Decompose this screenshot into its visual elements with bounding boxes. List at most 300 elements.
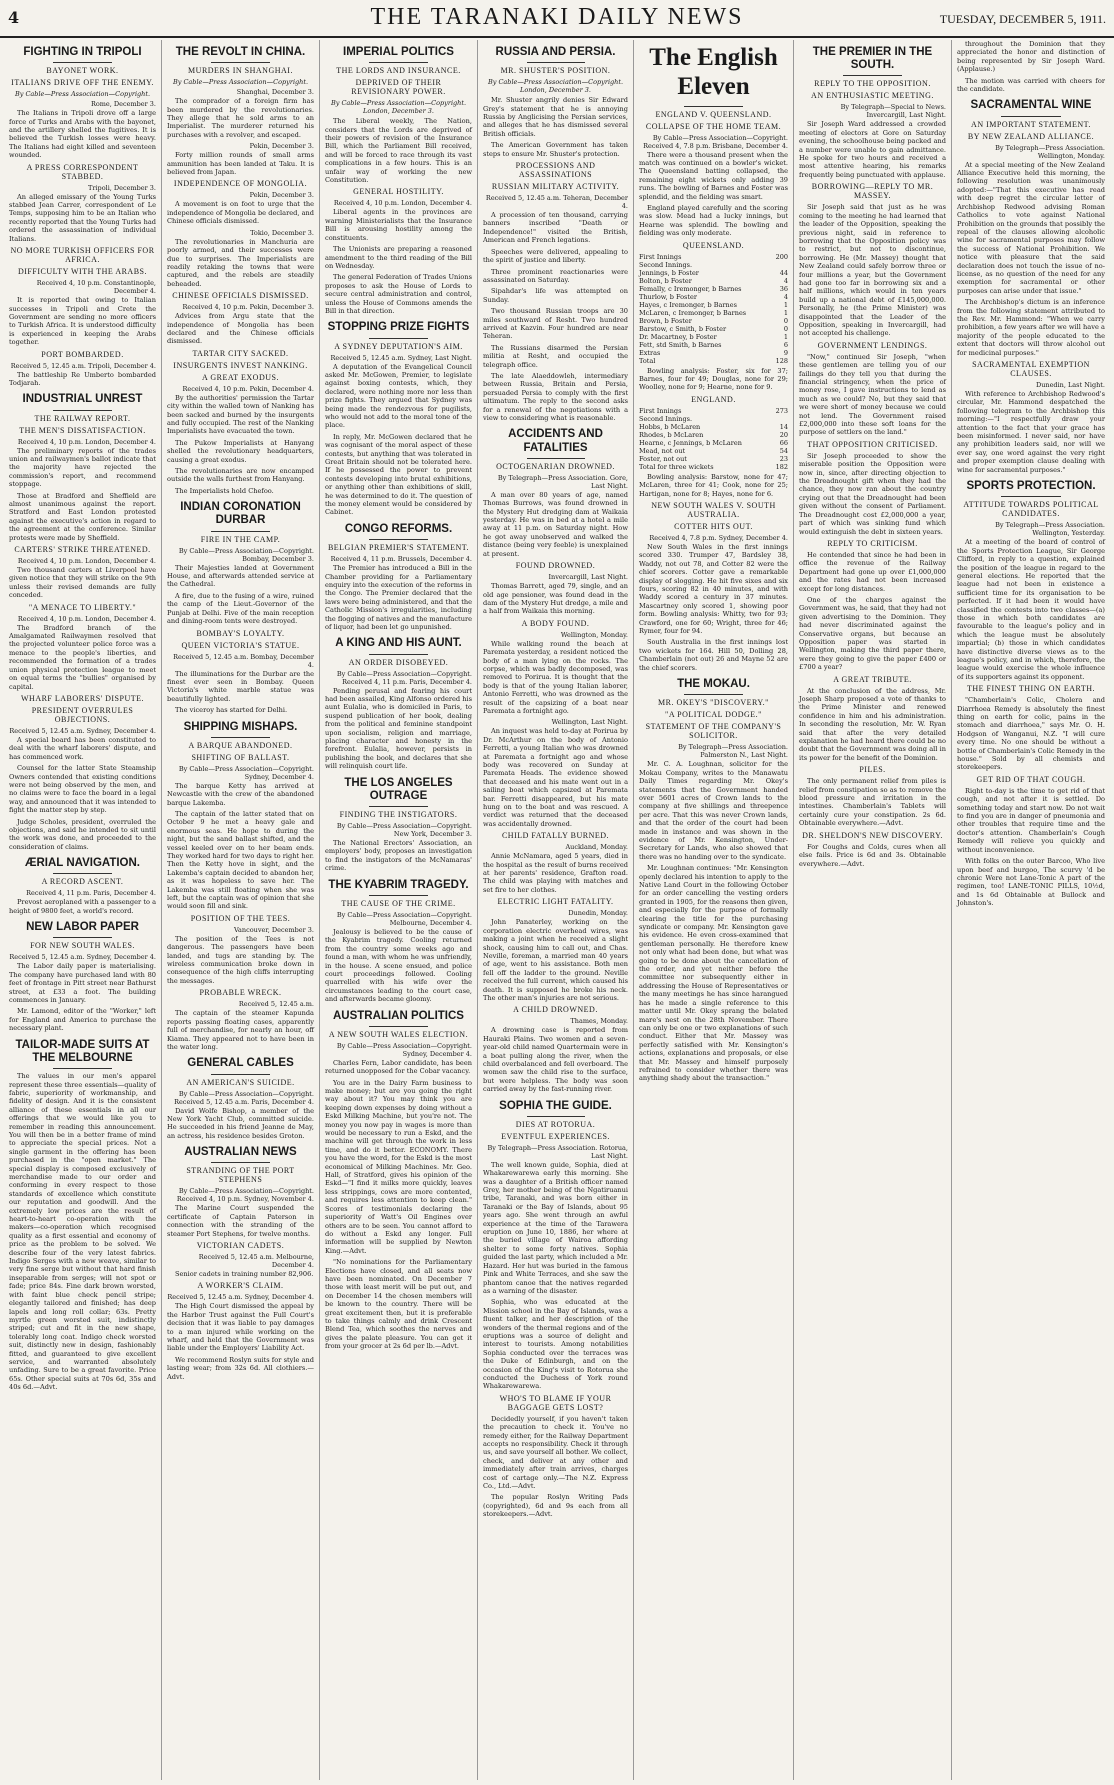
subheading: BORROWING—REPLY TO MR. MASSEY. <box>811 182 934 201</box>
article-paragraph: The preliminary reports of the trades union and railwaymen's ballot indicate that the majority have rejected the commission's report, and recommend stoppage. <box>9 446 156 489</box>
article-paragraph: The High Court dismissed the appeal by the Harbor Trust against the Full Court's decision that it was liable to pay damages to a man injured while working on the wharf, and held that the Government was liable under the Employers' Liability Act. <box>167 1302 314 1353</box>
score-row <box>639 277 788 285</box>
subheading: DEPRIVED OF THEIR REVISIONARY POWER. <box>351 78 446 97</box>
subheading: STRANDING OF THE PORT STEPHENS <box>186 1166 295 1185</box>
article-paragraph: The captain of the latter stated that on October 9 he met a heavy gale and enormous seas. He hope to during the night, but the sand ballast shifted, and the vessel keeled over on to her beam ends. They worked hard for two days to right her. Then the Ketty hove in sight, and the Lakemba's captain decided to abandon her, as it was hopeless to save her. The Lakemba was still floating when she was left, but the captain was of opinion that she would soon fill and sink. <box>167 809 314 911</box>
score-value: 66 <box>779 438 788 447</box>
score-row <box>639 325 788 333</box>
subheading: AN ORDER DISOBEYED. <box>348 657 449 667</box>
dateline: Received 4, 11 p.m. Paris, December 4. <box>26 889 156 898</box>
subheading: NEW SOUTH WALES V. SOUTH AUSTRALIA. <box>651 501 776 519</box>
headline: ÆRIAL NAVIGATION. <box>25 857 140 870</box>
dateline: Auckland, Monday. <box>565 843 628 852</box>
subheading: AN ENTHUSIASTIC MEETING. <box>811 91 934 101</box>
score-label: Hobbs, b McLaren <box>639 422 701 431</box>
article-paragraph: By the authorities' permission the Tartar city within the walled town of Nanking has been sacked and burned by the insurgents and fully occupied. The rest of the Nanking Imperialists have evacuated the town. <box>167 393 314 436</box>
dateline: By Cable—Press Association—Copyright. Melbourne, December 4. <box>336 910 472 927</box>
score-row <box>639 415 788 423</box>
score-value: 1 <box>783 332 788 341</box>
dateline: Received 5, 12.45 a.m. Sydney, Last Night. <box>330 353 472 362</box>
article-paragraph: The comprador of a foreign firm has been murdered by the revolutionaries. They allege that he sold arms to an Imperialist. The murderer returned his purchases with a revolver, and escaped. <box>167 97 314 139</box>
headline: NEW LABOR PAPER <box>26 921 139 934</box>
divider <box>211 737 270 738</box>
score-label: Brown, b Foster <box>639 316 692 325</box>
article-paragraph: Pending perusal and fearing his court had been assailed, King Alfonso ordered his aunt Eulalia, who is domiciled in Paris, to suspend publication of her book, dealing from the political and feminine standpoint upon socialism, religion and marriage, placing character and honesty in the forefront. Eulalia, however, persists in publishing the book, and declares that she will relinquish court life. <box>325 686 472 771</box>
headline: A KING AND HIS AUNT. <box>335 637 462 650</box>
subheading: WHO'S TO BLAME IF YOUR BAGGAGE GETS LOST? <box>499 1393 612 1412</box>
subheading: ELECTRIC LIGHT FATALITY. <box>497 897 614 907</box>
score-row <box>639 317 788 325</box>
article-paragraph: "No nominations for the Parliamentary Elections have closed, and all seats now have been nominated. On December 7 those with least merit will be put out, and on December 14 the chosen members will be known to the country. There will be great excitement then, but it is preferable to take things calmly and drink Crescent Blend Tea, which soothes the nerves and gives the palate pleasure. You can get it from your grocer at 2s 6d per lb.—Advt. <box>325 1258 472 1351</box>
subheading: SHIFTING OF BALLAST. <box>191 752 290 762</box>
divider <box>843 75 902 76</box>
article-paragraph: The revolutionaries are now encamped outside the walls furthest from Hanyang. <box>167 467 314 484</box>
score-value: 54 <box>779 446 788 455</box>
byline: By Cable—Press Association—Copyright. London, December 3. <box>487 78 624 95</box>
divider <box>684 106 744 107</box>
divider <box>1001 496 1060 497</box>
headline: CONGO REFORMS. <box>344 522 453 535</box>
dateline: By Cable—Press Association—Copyright. New York, December 3. <box>336 822 472 839</box>
article-paragraph: The Liberal weekly, The Nation, considers that the Lords are deprived of their powers of revision of the Insurance Bill, which the Parliament Bill received, and will be forced to race through its vast complications in a few hours. This is an unfair way of working the new Constitution. <box>325 117 472 185</box>
column-7 <box>952 40 1110 1780</box>
article-paragraph: The National Erectors' Association, an employers' body, proposes an investigation to find the instigators of the McNamaras' crime. <box>325 839 472 873</box>
article-paragraph: The Unionists are preparing a reasoned amendment to the third reading of the Bill on Wednesday. <box>325 245 472 270</box>
dateline: Received 4, 10 p.m. London, December 4. <box>17 437 156 446</box>
subheading: CHINESE OFFICIALS DISMISSED. <box>172 291 309 301</box>
divider <box>369 62 428 63</box>
dateline: Pekin, December 3. <box>249 142 314 151</box>
score-label: Hayes, c Iremonger, b Barnes <box>639 300 737 309</box>
newspaper-title: THE TARANAKI DAILY NEWS <box>370 4 744 30</box>
headline: THE REVOLT IN CHINA. <box>175 46 306 58</box>
divider <box>527 1116 585 1117</box>
article-paragraph: Advices from Argu state that the independence of Mongolia has been declared and the Chinese officials dismissed. <box>167 312 314 346</box>
dateline: Dunedin, Monday. <box>568 909 628 918</box>
score-row <box>639 357 788 365</box>
dateline: Received 4, 10 p.m. London, December 4. <box>333 199 472 208</box>
subheading: AN AMERICAN'S SUICIDE. <box>186 1077 295 1087</box>
score-value: 128 <box>775 356 788 365</box>
divider <box>211 531 270 532</box>
subheading: THE RAILWAY REPORT. <box>34 413 131 423</box>
article-paragraph: Liberal agents in the provinces are warning Ministerialists that the Insurance Bill is arousing hostility among the constituents. <box>325 208 472 242</box>
divider <box>53 62 112 63</box>
headline: AUSTRALIAN NEWS <box>184 1146 297 1159</box>
subheading: FOR NEW SOUTH WALES. <box>30 941 135 951</box>
article-paragraph: With reference to Archbishop Redwood's circular, Mr. Hammond despatched the following telegram to the Archbishop this morning:—"I respectfully draw your attention to the fact that your grace has been misinformed. I never said, nor have any prohibition leaders said, nor will we ever say, one word against the very right and proper exemption clause dealing with wine for sacramental purposes." <box>957 390 1105 474</box>
article-paragraph: Mr. Lamond, editor of the "Worker," left for England and America to purchase the necessary plant. <box>9 1007 156 1033</box>
score-label: Jennings, b Foster <box>639 268 699 277</box>
score-row <box>639 333 788 341</box>
subheading: RUSSIAN MILITARY ACTIVITY. <box>491 182 620 192</box>
article-paragraph: A man over 80 years of age, named Thomas Burrows, was found drowned in the Mystery Hut dredging dam at Waikaia yesterday. He was in bed at a hotel a mile away at 11 p.m. on Saturday night. How he got away unobserved and walked the distance (being very feeble) is unexplained at present. <box>483 490 628 558</box>
article-paragraph: Two thousand Russian troops are 30 miles southward of Resht. Two hundred arrived at Kazvin. Four hundred are near Teheran. <box>483 307 628 341</box>
article-paragraph: The Pukow Imperialists at Hanyang shelled the revolutionary headquarters, causing a great exodus. <box>167 438 314 464</box>
subheading: AN IMPORTANT STATEMENT. <box>971 119 1091 129</box>
article-paragraph: Sir Joseph Ward addressed a crowded meeting of electors at Gore on Saturday evening, the schoolhouse being packed and a number were unable to gain admittance. He spoke for two hours and received a most attentive hearing, his remarks frequently being punctuated with applause. <box>799 120 946 179</box>
divider <box>53 937 112 938</box>
column-5 <box>634 40 794 1780</box>
score-label: Foster, not out <box>639 454 687 463</box>
subheading: GENERAL HOSTILITY. <box>353 187 444 197</box>
article-paragraph: There were a thousand present when the match was continued on a bowler's wicket. The Queensland batting collapsed, the remaining eight wickets only adding 39 runs. The bowling of Barnes and Foster was splendid, and the fielding was smart. <box>639 150 788 201</box>
article-paragraph: New South Wales in the first innings scored 330. Trumper 47, Bardsley 38, Waddy, not out 78, and Cotter 82 were the chief scorers. Cotter gave a remarkable display of slogging. He hit five sixes and six fours, scoring 82 in 40 minutes, and with Waddy scored a century in 37 minutes. Mascartney only scored 1, showing poor form. Bowling analysis: Whitty, two for 93; Crawford, one for 60; Wright, three for 46; Rymer, four for 94. <box>639 543 788 636</box>
dateline: Dunedin, Last Night. <box>1036 381 1105 389</box>
headline: The English Eleven <box>649 44 778 100</box>
score-row <box>639 455 788 463</box>
subheading: BOMBAY'S LOYALTY. <box>196 628 285 638</box>
article-paragraph: An alleged emissary of the Young Turks stabbed Jean Carrer, correspondent of Le Temps, supposing him to be an Italian who recently reported that the Young Turks had ordered the assassination of individual Italians. <box>9 192 156 243</box>
divider <box>684 694 744 695</box>
article-paragraph: The Premier has introduced a Bill in the Chamber providing for a Parliamentary enquiry into the execution of the reforms in the Congo. The Premier declared that the laws were being administered, and that the Catholic Mission's irregularities, including the flogging of natives and the manufacture of liquor, had been let go unpunished. <box>325 564 473 631</box>
article-paragraph: Right to-day is the time to get rid of that cough, and not after it is settled. Do something today and start now. Do not wait to find you are in danger of pneumonia and other troubles that require time and the doctor's attention. Chamberlain's Cough Remedy will relieve you quickly and without inconvenience. <box>957 786 1105 854</box>
subheading: CARTERS' STRIKE THREATENED. <box>14 545 151 555</box>
dateline: By Telegraph—Press Association. Palmerston N., Last Night. <box>678 743 788 760</box>
score-row <box>639 253 788 261</box>
article-paragraph: "Now," continued Sir Joseph, "when these gentlemen are telling you of our failings do they tell you that during the financial stringency, when the price of money rose, I gave instructions to lend as much as we could? No, but they said that we were short of money because we could not lend. The Government raised £2,000,000 into these soft loans for the purpose of settlers on the land." <box>799 352 946 437</box>
dateline: Received 4, 7.8 p.m. Sydney, December 4. <box>649 534 788 542</box>
subheading: DIES AT ROTORUA. <box>515 1119 596 1129</box>
subheading: ATTITUDE TOWARDS POLITICAL CANDIDATES. <box>963 500 1099 519</box>
score-row <box>639 293 788 301</box>
score-value: 36 <box>779 284 788 293</box>
dateline: Vancouver, December 3. <box>233 925 314 934</box>
subheading: "A POLITICAL DODGE." <box>665 710 762 720</box>
divider <box>369 895 428 896</box>
dateline: By Cable—Press Association—Copyright. Received 4, 11 p.m. Paris, December 4. <box>336 669 472 686</box>
headline: GENERAL CABLES <box>187 1057 294 1070</box>
divider <box>527 458 585 459</box>
headline: FIGHTING IN TRIPOLI <box>23 46 142 58</box>
article-paragraph: The battleship Re Umberto bombarded Todjarah. <box>9 370 156 387</box>
score-value: 1 <box>783 300 788 309</box>
article-paragraph: Senior cadets in training number 82,906. <box>175 1270 314 1278</box>
subheading: GOVERNMENT LENDINGS. <box>817 340 928 350</box>
subheading: BELGIAN PREMIER'S STATEMENT. <box>327 543 470 553</box>
article-paragraph: At a special meeting of the New Zealand Alliance Executive held this morning, the following resolution was unanimously adopted:—"That this executive has read with deep regret the circular letter of Archbishop Redwood advising Roman Catholics to vote against National Prohibition on the grounds that possibly the repeal of the clauses allowing alcoholic wine for sacramental purposes may follow the success of National Prohibition. We notice with pleasure that the said declaration does not touch the issue of no-license, as no question of the need for any exemption for sacramental or other purposes can arise under that issue." <box>957 160 1105 295</box>
dateline: By Telegraph—Press Association. Gore, Last Night. <box>497 473 628 490</box>
subheading: PILES. <box>859 765 886 775</box>
column-1 <box>4 40 162 1780</box>
article-paragraph: The American Government has taken steps to ensure Mr. Shuster's protection. <box>483 141 628 158</box>
score-value: 4 <box>783 276 788 285</box>
article-paragraph: In reply, Mr. McGowen declared that he was cognisant of the moral aspect of these contests, but anything that was tolerated in Great Britain should not be tolerated here. If he possessed the power to prevent contests developing into brutal exhibitions, or anything other than exhibitions of skill, he was determined to do it. The question of the money element would be considered by Cabinet. <box>325 432 472 517</box>
score-value: 1 <box>783 308 788 317</box>
dateline: Received 5, 12.45 a.m. Melbourne, December 4. <box>198 1253 314 1269</box>
article-paragraph: While walking round the beach at Paremata yesterday, a resident noticed the body of a man lying on the rocks. The corpse, which was badly decomposed, was removed to Porirua. It is thought that the body is that of the young Italian laborer, Antonio Ferretti, who was drowned as the result of the capsizing of a boat near Paremata a fortnight ago. <box>483 639 628 715</box>
dateline: By Telegraph—Special to News. Invercargill, Last Night. <box>840 103 946 120</box>
score-value: 273 <box>775 406 788 415</box>
article-paragraph: One of the charges against the Government was, he said, that they had not given advertising to the Dominion. They had never discriminated against the Conservative organs, but because an Opposition paper was started in Wellington, making the third paper there, were they going to give the paper £400 or £700 a year? <box>799 595 946 672</box>
dateline: By Telegraph—Press Association. Wellington, Yesterday. <box>995 521 1105 538</box>
subheading: A CHILD DROWNED. <box>513 1005 598 1015</box>
headline: SPORTS PROTECTION. <box>966 480 1096 493</box>
divider <box>369 806 428 807</box>
article-paragraph: Thomas Barrett, aged 79, single, and an old age pensioner, was found dead in the dam of the Mystery Hut dredge, a mile and a half from Waikaia this morning. <box>483 582 628 616</box>
article-paragraph: The Bradford branch of the Amalgamated Railwaymen resolved that the projected volunteer police force was a menace to the people's liberties, and recommended the formation of a trades union physical protection league to meet on equal terms the "bullies" organised by capital. <box>9 623 156 691</box>
article-paragraph: South Australia in the first innings lost two wickets for 164. Hill 50, Dolling 28, Chamberlain (not out) 26 and Mayne 52 are the chief scorers. <box>639 638 788 672</box>
score-label: Bolton, b Foster <box>639 276 692 285</box>
subheading: INSURGENTS INVEST NANKING. <box>173 360 308 370</box>
subheading: BY NEW ZEALAND ALLIANCE. <box>967 131 1095 141</box>
article-paragraph: We recommend Roslyn suits for style and lasting wear; from 32s 6d. All clothiers.—Advt. <box>167 1355 314 1381</box>
article-paragraph: The general Federation of Trades Unions proposes to ask the House of Lords to secure central administration and control, unless the House of Commons amends the Bill in that direction. <box>325 273 472 315</box>
subheading: REPLY TO CRITICISM. <box>827 538 918 548</box>
article-paragraph: The position of the Tees is not dangerous. The passengers have been landed, and tugs are standing by. The wireless communication broke down in consequence of the high cliffs interrupting the messages. <box>167 934 314 985</box>
divider <box>369 654 428 655</box>
article-paragraph: A movement is on foot to urge that the independence of Mongolia be declared, and Chinese officials dismissed. <box>167 200 314 226</box>
score-label: Extras <box>639 348 661 357</box>
article-paragraph: Annie McNamara, aged 5 years, died in the hospital as the result of burns received at her parents' residence, Grafton road. The child was playing with matches and set fire to her clothes. <box>483 852 628 894</box>
article-paragraph: throughout the Dominion that they appreciated the honor and distinction of being represented by Sir Joseph Ward. (Applause.) <box>957 40 1105 74</box>
article-paragraph: The values in our men's apparel represent these three essentials—quality of fabric, superiority of workmanship, and fidelity of design. And it is the consistent alliance of these essentials in all our offerings that we would like you to remember in reading this announcement. You will then be in a better frame of mind to appreciate the special prices. Not a single garment in the offering has been purchased in the "open market." The special display is composed exclusively of merchandise made to our order and conforming in every respect to those standards of excellence which constitute our reputation and goodwill. And the extremely low prices are the result of heart-to-heart co-operation with the makers—co-operation which recognised quality as a first essential and economy of price as the problem to be solved. We describe four of the very latest fabrics. Indigo Serges with a new weave, similar to very fine serge but without that hard finish inseparable from serges; will not spot or fade; price 84s. Fine dark brown worsted, with faint blue check pencil stripe; elegantly tailored and finished; has deep lapels and long roll collar; 63s. Pretty myrtle green worsted suit, indistinctly striped; cut and fit in the new shape, tolerably long coat. Indigo check worsted suit, distinctly new in design, fashionably fitted, and guaranteed to give excellent service, and warranted absolutely unfading. Sure to be a great favorite. Price 65s. Other special suits at 70s 6d, 35s and 40s 6d.—Advt. <box>9 1072 156 1392</box>
dateline: Wellington, Monday. <box>560 630 628 639</box>
issue-date: TUESDAY, DECEMBER 5, 1911. <box>939 12 1106 26</box>
subheading: A PRESS CORRESPONDENT STABBED. <box>26 162 139 181</box>
score-label: Rhodes, b McLaren <box>639 430 704 439</box>
subheading: VICTORIAN CADETS. <box>196 1241 285 1250</box>
divider <box>527 62 585 63</box>
headline: INDIAN CORONATION DURBAR <box>180 501 301 527</box>
score-label: Thurlow, b Foster <box>639 292 697 301</box>
article-paragraph: Judge Scholes, president, overruled the objections, and said he intended to sit until the work was done, and proceeded to the consideration of claims. <box>9 817 156 851</box>
article-paragraph: The only permanent relief from piles is relief from constipation so as to remove the blood pressure and irritation in the intestines. Chamberlain's Tablets will certainly cure your constipation. 2s 6d. Obtainable everywhere.—Advt. <box>799 777 946 828</box>
dateline: Received 4, 10 p.m. Pekin, December 3. <box>182 303 314 312</box>
subheading: A GREAT EXODUS. <box>202 372 279 382</box>
dateline: Wellington, Last Night. <box>551 718 628 727</box>
article-paragraph: The barque Ketty has arrived at Newcastle with the crew of the abandoned barque Lakemba. <box>167 781 314 807</box>
score-value: 200 <box>775 252 788 261</box>
subheading: A BODY FOUND. <box>521 618 590 628</box>
score-value: 44 <box>779 268 788 277</box>
score-row <box>639 301 788 309</box>
subheading: PROCESSIONS AND ASSASSINATIONS <box>515 161 596 180</box>
subheading: EVENTFUL EXPERIENCES. <box>501 1131 610 1141</box>
subheading: OCTOGENARIAN DROWNED. <box>496 461 615 471</box>
headline: THE LOS ANGELES OUTRAGE <box>344 776 453 802</box>
score-label: Second Innings. <box>639 414 693 423</box>
article-paragraph: The Labor daily paper is materialising. The company have purchased land with 80 feet of frontage in Pitt street near Bathurst street, at £33 a foot. The building commences in January. <box>9 962 156 1005</box>
article-paragraph: The late Alaeddowleh, intermediary between Russia, Britain and Persia, persuaded Persia to comply with the first ultimatum. The reply to the second asks for a renewal of the negotiations with a view to considering what is reasonable. <box>483 371 628 422</box>
subheading: A GREAT TRIBUTE. <box>833 674 912 684</box>
score-value: 4 <box>783 292 788 301</box>
headline: SHIPPING MISHAPS. <box>183 720 298 733</box>
article-paragraph: John Panaterley, working on the corporation electric overhead wires, was making a joint when he received a slight shock, causing him to call out, and Chas. Neville, foreman, a married man 40 years of age, went to his assistance. Both men fell off the ladder to the ground. Neville received the full current, which caused his death. It is supposed he broke his neck. The other man's injuries are not serious. <box>483 918 628 1002</box>
subheading: MURDERS IN SHANGHAI. <box>188 66 293 76</box>
article-paragraph: Three prominent reactionaries were assassinated on Saturday. <box>483 267 628 284</box>
subheading: NO MORE TURKISH OFFICERS FOR AFRICA. <box>10 246 155 265</box>
divider <box>211 62 270 63</box>
score-row <box>639 269 788 277</box>
headline: THE MOKAU. <box>677 678 750 691</box>
article-paragraph: Speeches were delivered, appealing to the spirit of justice and liberty. <box>483 247 628 265</box>
divider <box>211 1162 270 1163</box>
dateline: Received 4, 10 p.m. London, December 4. <box>17 614 156 623</box>
subheading: A NEW SOUTH WALES ELECTION. <box>328 1029 469 1039</box>
article-paragraph: The illuminations for the Durbar are the finest ever seen in Bombay. Queen Victoria's white marble statue was beautifully lighted. <box>167 669 314 703</box>
score-value: 6 <box>783 340 788 349</box>
subheading: A WORKER'S CLAIM. <box>197 1281 284 1291</box>
score-value: 182 <box>775 462 788 471</box>
score-label: Total <box>639 356 656 365</box>
dateline: Received 4, 10 p.m. Constantinople, December 4. <box>36 279 156 296</box>
score-row <box>639 261 788 269</box>
subheading: MR. SHUSTER'S POSITION. <box>500 66 611 76</box>
article-paragraph: With folks on the outer Barcoo, Who live upon beef and burgoo, The scurvy 'd be chronic Were not Lane-Tonic A part of the regimen, too! LANE-TONIC PILLS, 10½d, and 1s 6d Obtainable at Bullock and Johnston's. <box>957 857 1105 908</box>
article-paragraph: It is reported that owing to Italian successes in Tripoli and Crete the Government are sending no more officers to Turkish Africa. It is understood difficulty is experienced in keeping the Arabs together. <box>9 296 156 347</box>
score-row <box>639 463 788 471</box>
headline: SACRAMENTAL WINE <box>970 99 1092 112</box>
divider <box>211 1074 270 1075</box>
score-row <box>639 341 788 349</box>
dateline: Received 5, 12.45 a.m. Tripoli, December 4. <box>10 361 156 370</box>
divider <box>53 1068 112 1069</box>
article-paragraph: The Marine Court suspended the certificate of Captain Paterson in connection with the stranding of the steamer Port Stephens, for twelve months. <box>167 1204 314 1238</box>
divider <box>369 1026 428 1027</box>
divider <box>369 539 428 540</box>
headline: AUSTRALIAN POLITICS <box>333 1009 464 1022</box>
article-paragraph: The well known guide, Sophia, died at Whakarewarewa early this morning. She was a daughter of a British officer named Grey, her mother being of the Ngatiruanui tribe, Taranaki, and was born either in Taranaki or the Bay of Islands, about 95 years ago. She went through an awful experience at the time of the Tarawera eruption on June 10, 1886, her where at the buried village of Wairoa affording shelter to some forty natives. Sophia guided the last party, which included a Mr. Hazard. Her hut was buried in the famous Pink and White Terraces, and she saw the phantom canoe that the natives regarded as a warning of the disaster. <box>483 1160 628 1295</box>
score-value: 14 <box>779 422 788 431</box>
column-6 <box>794 40 952 1780</box>
dateline: By Telegraph—Press Association. Wellington, Monday. <box>995 143 1105 160</box>
subheading: ENGLAND V. QUEENSLAND. <box>655 109 772 119</box>
dateline: By Cable—Press Association—Copyright. Sydney, December 4. <box>336 1041 472 1058</box>
byline: By Cable—Press Association—Copyright. <box>172 78 309 87</box>
article-paragraph: Counsel for the latter State Steamship Owners contended that existing conditions were not being observed by the men, and no claims were to face the board in a legal way, and announced that it was intended to fight the matter step by step. <box>9 764 156 815</box>
article-paragraph: The Italians in Tripoli drove off a large force of Turks and Arabs with the bayonet, and the artillery shelled the fugitives. It is believed the Turkish losses were heavy. The Italians had eight killed and seventeen wounded. <box>9 109 156 160</box>
subheading: TARTAR CITY SACKED. <box>192 348 289 358</box>
headline: TAILOR-MADE SUITS AT THE MELBOURNE <box>15 1038 150 1064</box>
subheading: PRESIDENT OVERRULES OBJECTIONS. <box>31 705 134 724</box>
headline: THE KYABRIM TRAGEDY. <box>328 878 469 891</box>
subheading: THAT OPPOSITION CRITICISED. <box>807 439 938 449</box>
dateline: Thames, Monday. <box>570 1017 628 1026</box>
score-value: 23 <box>779 454 788 463</box>
subheading: THE MEN'S DISSATISFACTION. <box>19 425 146 435</box>
byline: By Cable—Press Association—Copyright. <box>14 90 151 99</box>
subheading: ENGLAND. <box>691 394 736 404</box>
score-label: Femally, c Iremonger, b Barnes <box>639 284 742 293</box>
article-paragraph: The Archbishop's dictum is an inference from the following statement attributed to the Rev. Mr. Hammond: "When we carry prohibition, a few years after we will have a majority of the people educated to the extent that doctors will throw alcohol out for medicinal purposes." <box>957 298 1105 357</box>
divider <box>369 338 428 339</box>
score-label: Second Innings. <box>639 260 693 269</box>
score-value: 9 <box>783 348 788 357</box>
article-paragraph: He contended that since he had been in office the revenue of the Railway Department had gone up over £1,000,000 and the rates had not been increased except for long distances. <box>799 550 946 593</box>
subheading: THE LORDS AND INSURANCE. <box>336 66 461 76</box>
score-row <box>639 407 788 415</box>
article-paragraph: Their Majesties landed at Government House, and afterwards attended service at the Cathedral. <box>167 563 314 589</box>
score-row <box>639 439 788 447</box>
divider <box>1001 116 1060 117</box>
article-paragraph: A deputation of the Evangelical Council asked Mr. McGowen, Premier, to legislate against boxing contests, which, they declared, were nothing more nor less than prize fights. They argued that Sydney was being made the rendezvous for pugilists, who would not add to the moral tone of the place. <box>325 362 472 430</box>
dateline: By Cable—Press Association—Copyright. Received 4, 7.8 p.m. Brisbane, December 4. <box>643 133 788 150</box>
dateline: Received 5, 12.45 a.m. Sydney, December 4. <box>9 726 156 735</box>
article-paragraph: A drowning case is reported from Hauraki Plains. Two women and a seven-year-old child named Quartermain were in a boat pulling along the river, when the child overbalanced and fell overboard. The women saw the child rise to the surface, but were helpless. The body was soon carried away by the fast-running river. <box>483 1026 628 1094</box>
column-4 <box>478 40 634 1780</box>
article-paragraph: Sipahdar's life was attempted on Sunday. <box>483 287 628 304</box>
dateline: Received 5, 12.45 a.m. Teheran, December 4. <box>485 194 628 211</box>
divider <box>53 873 112 874</box>
article-paragraph: Sophia, who was educated at the Mission school in the Bay of Islands, was a fluent talker, and her description of the wonders of the thermal regions and of the eruptions was a source of delight and interest to tourists. Among notabilities Sophia conducted over the terraces was the Duke of Edinburgh, and on the occasion of the King's visit to Rotorua she conducted the Duchess of York round Whakarewarewa. <box>483 1298 628 1391</box>
headline: RUSSIA AND PERSIA. <box>495 46 616 58</box>
score-label: Hearne, c Jennings, b McLaren <box>639 438 742 447</box>
article-paragraph: England played carefully and the scoring was slow. Mead had a lucky innings, but Hearne was splendid. The bowling and fielding was only moderate. <box>639 203 788 238</box>
article-paragraph: Those at Bradford and Sheffield are almost unanimous against the report. Stratford and East London protested against the executive's action in regard to the agreement at the conference. Similar protests were made by Sheffield. <box>9 491 156 542</box>
score-label: First Innings <box>639 406 682 415</box>
column-3 <box>320 40 478 1780</box>
subheading: THE FINEST THING ON EARTH. <box>967 684 1095 694</box>
article-paragraph: Mr. C. A. Loughnan, solicitor for the Mokau Company, writes to the Manawatu Daily Times regarding Mr. Okey's statements that the Government handed over 5601 acres of Crown lands to the company at five shillings and threepence per acre. That this was never Crown lands, and that the order of the court had been made in instance and was shown in the evidence of Mr. Kensington, Under-Secretary for Lands, who also showed that there was no handing over to the syndicate. <box>639 760 788 861</box>
byline: By Cable—Press Association—Copyright. London, December 3. <box>330 99 467 116</box>
score-label: Mead, not out <box>639 446 686 455</box>
article-paragraph: Forty million rounds of small arms ammunition has been landed at Taku. It is believed from Japan. <box>167 151 314 177</box>
article-paragraph: A special board has been constituted to deal with the wharf laborers' dispute, and has commenced work. <box>9 735 156 761</box>
article-paragraph: Mr. Shuster angrily denies Sir Edward Grey's statement that he is annoying Russia by Anglicising the Persian services, and alleges that he has dismissed several British officials. <box>483 96 628 138</box>
article-paragraph: Prevost aeroplaned with a passenger to a height of 9800 feet, a world's record. <box>9 898 156 915</box>
dateline: Tripoli, December 3. <box>88 183 156 192</box>
article-paragraph: David Wolfe Bishop, a member of the New York Yacht Club, committed suicide. He succeeded in his friend Jeanne de May, an actress, his residence besides Groton. <box>167 1106 314 1140</box>
score-label: Fett, std Smith, b Barnes <box>639 340 722 349</box>
article-paragraph: A fire, due to the fusing of a wire, ruined the camp of the Lieut.-Governor of the Punjab at Delhi. Five of the main reception and dining-room tents were destroyed. <box>167 591 314 626</box>
article-paragraph: The revolutionaries in Manchuria are poorly armed, and their successes were due to surprises. The Imperialists are readily retaking the towns that were captured, and the rebels are steadily beheaded. <box>167 237 314 288</box>
subheading: DR. SHELDON'S NEW DISCOVERY. <box>802 830 943 840</box>
dateline: Received 5, 12.45 a.m. <box>238 1000 314 1009</box>
article-paragraph: Mr. Loughnan continues: "Mr. Kensington openly declared his intention to apply to the Native Land Court in the following October for an order cancelling the vesting orders granted in 1905, for the reasons then given, and especially for the purpose of formally clearing the title for the purchasing syndicate or company. Mr. Kensington gave his evidence. He even cross-examined that gentleman personally. He therefore knew not only what had been done, but what was going to be done about the cancellation of the order, and yet neither before the committee nor subsequently either in addressing the House of Representatives or the many meetings he has since harangued has he made a single reference to this matter until Mr. Okey sprang the belated mare's nest on the 28th November. There can only be one or two explanations of such conduct. Either that Mr. Massey was perfectly satisfied with Mr. Kensington's actions, explanations and proposals, or else that Mr. Massey and himself purposely refrained to consider whether there was anything shady about the transaction." <box>639 864 788 1083</box>
article-paragraph: For Coughs and Colds, cures when all else fails. Price is 6d and 3s. Obtainable everywhere.—Advt. <box>799 842 946 868</box>
subheading: FINDING THE INSTIGATORS. <box>339 810 458 820</box>
headline: IMPERIAL POLITICS <box>343 46 454 58</box>
headline: INDUSTRIAL UNREST <box>22 393 143 406</box>
article-paragraph: A procession of ten thousand, carrying banners inscribed "Death or Independence!" visited the British, American and French legations. <box>483 211 628 245</box>
article-paragraph: The captain of the steamer Kapunda reports passing floating cases, apparently full of merchandise, for nearly an hour, off Kiama. They appeared not to have been in the water long. <box>167 1009 314 1051</box>
article-paragraph: At a meeting of the board of control of the Sports Protection League, Sir George Clifford, in reply to a question, explained the position of the league in regard to the general elections. He reported that the league had not been in existence a sufficient time for its organisation to be perfected. If it had been it would have classified the contests into two classes—(a) those in which both candidates are favourable to the league's policy and in which the league must be absolutely impartial; (b) those in which candidates have distinctive diverse views as to the league's policy, and in which, therefore, the league would exercise the whole influence of its supporters against its opponent. <box>957 538 1105 681</box>
dateline: By Telegraph—Press Association. Rotorua, Last Night. <box>487 1143 628 1160</box>
subheading: QUEEN VICTORIA'S STATUE. <box>181 640 300 650</box>
score-row <box>639 431 788 439</box>
subheading: THE CAUSE OF THE CRIME. <box>341 898 456 908</box>
score-row <box>639 285 788 293</box>
dateline: Received 5, 12.45 a.m. Sydney, December 4. <box>9 953 156 962</box>
article-paragraph: Bowling analysis: Foster, six for 37; Barnes, four for 49; Douglas, none for 29; Woolley, none for 9; Hearne, none for 9. <box>639 366 788 392</box>
dateline: Received 4, 11 p.m. Brussels, December 4. <box>330 555 472 564</box>
article-paragraph: An inquest was held to-day at Porirua by Dr. McArthur on the body of Antonio Ferretti, a young Italian who was drowned at Paremata a fortnight ago and whose body was recovered on Sunday at Paremata Heads. The evidence showed that deceased and his mate went out in a sailing boat which capsized at Paremata bar. Ferretti disappeared, but his mate hung on to the boat and was rescued. A verdict was returned that the deceased was accidentally drowned. <box>483 727 628 828</box>
dateline: Invercargill, Last Night. <box>548 573 628 582</box>
score-value: 20 <box>779 430 788 439</box>
subheading: REPLY TO THE OPPOSITION. <box>814 79 931 89</box>
article-paragraph: Jealousy is believed to be the cause of the Kyabrim tragedy. Cooling returned from the country some weeks ago and found a man, with whom he was unfriendly, in the house. A scene ensued, and police court proceedings followed. Cooling quarrelled with his wife over the circumstances leading to the court case, and afterwards became gloomy. <box>325 927 472 1004</box>
article-paragraph: The viceroy has started for Delhi. <box>175 706 288 715</box>
score-row <box>639 349 788 357</box>
score-label: Dr. Macartney, b Foster <box>639 332 717 341</box>
dateline: By Cable—Press Association—Copyright. Received 5, 12.45 a.m. Paris, December 4. <box>174 1089 314 1106</box>
article-paragraph: Bowling analysis: Barstow, none for 47; McLaren, three for 41; Cook, none for 25; Hartigan, none for 8; Hayes, none for 6. <box>639 472 788 498</box>
subheading: SACRAMENTAL EXEMPTION CLAUSES. <box>972 360 1090 378</box>
subheading: MR. OKEY'S "DISCOVERY." <box>658 698 769 708</box>
subheading: FOUND DROWNED. <box>515 561 596 571</box>
subheading: GET RID OF THAT COUGH. <box>976 774 1086 784</box>
subheading: DIFFICULTY WITH THE ARABS. <box>17 267 147 277</box>
article-paragraph: The Russians disarmed the Persian militia at Resht, and occupied the telegraph office. <box>483 343 628 369</box>
article-paragraph: You are in the Dairy Farm business to make money; but are you going the right way about it? You may think you are keeping down expenses by doing without a Eskd Milking Machine, but you're not. The money you now pay in wages is more than would be necessary to run a Eskd, and the machine will get through the work in less time, and do it better. ECONOMY. There you have the word, for the Eskd is the most economical of Milking Machines. Mr. Geo. Hall, of Stratford, gives his opinion of the Eskd—"I find it milks more quickly, leaves less strippings, cows are more contented, and requires less attention to keep clean." Scores of testimonials declaring the superiority of Watt's Oil Engines over others are to be seen. You cannot afford to do without a Eskd any longer. Full information will be supplied by Newton King.—Advt. <box>325 1078 472 1255</box>
score-label: First Innings <box>639 252 682 261</box>
column-2 <box>162 40 320 1780</box>
dateline: By Cable—Press Association—Copyright. Sydney, December 4. <box>178 764 314 781</box>
headline: STOPPING PRIZE FIGHTS <box>327 321 470 334</box>
article-paragraph: Sir Joseph said that just as he was coming to the meeting he had learned that the leader of the Opposition, speaking the previous night, said in reference to borrowing that the Opposition policy was to restrict, but not to discontinue, borrowing. He (Mr. Massey) thought that New Zealand could safely borrow three or four millions a year, but the Government had gone too far in borrowing six and a half millions, which would in ten years build up a national debt of £145,000,000. Personally, he (the Prime Minister) was disappointed that the Leader of the Opposition, speaking in Invercargill, had not accepted his challenge. <box>799 203 946 338</box>
dateline: Pekin, December 3. <box>249 191 314 200</box>
